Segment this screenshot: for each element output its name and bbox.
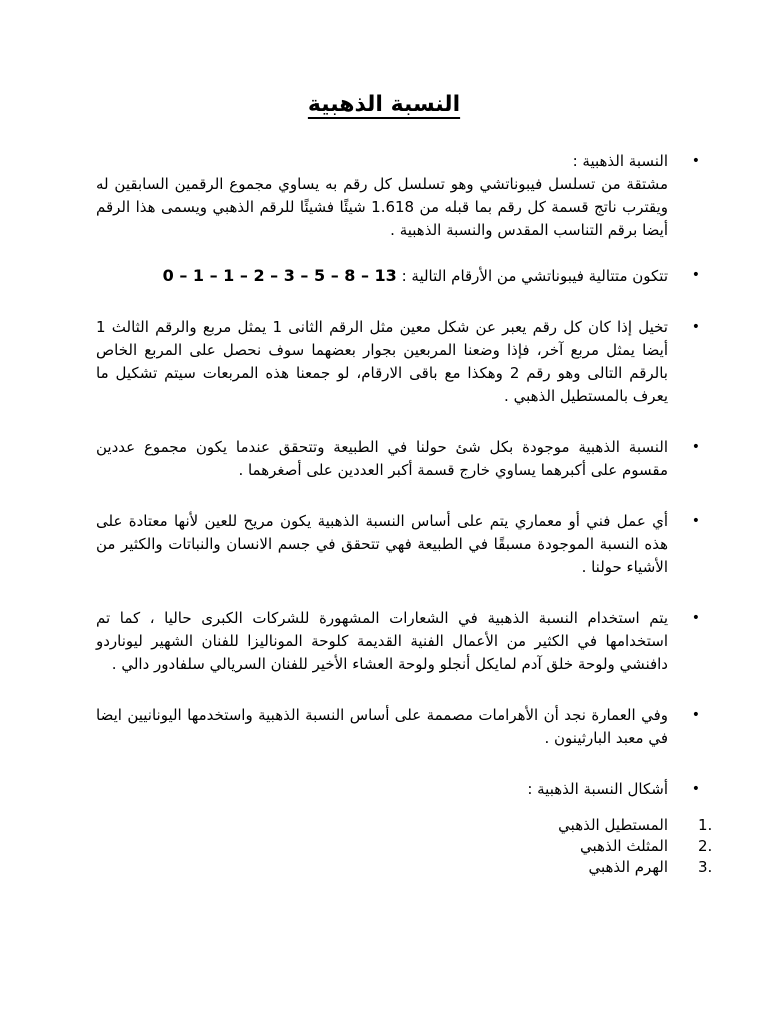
paragraph-architecture <box>96 704 700 750</box>
list-item <box>96 857 713 878</box>
paragraph-text: أي عمل فني أو معماري يتم على أساس النسبة الذهبية يكون مريح للعين لأنها معتادة على هذه النسبة الموجودة مسبقًا في الطبيعة فهي تتحقق في جسم الانسان والنباتات والكثير من الأشياء حولنا . <box>96 512 668 576</box>
paragraph-text: مشتقة من تسلسل فيبوناتشي وهو تسلسل كل رقم به يساوي مجموع الرقمين السابقين له ويقترب ناتج قسمة كل رقم بما قبله من 1.618 شيئًا فشيئًا للرقم الذهبي ويسمى هذا الرقم أيضا برقم التناسب المقدس والنسبة الذهبية . <box>96 175 668 239</box>
list-item-number: 1. <box>698 816 713 834</box>
list-item-number: 3. <box>698 858 713 876</box>
list-item <box>96 815 713 836</box>
paragraph-heading: النسبة الذهبية : <box>572 152 668 170</box>
paragraph-text: تخيل إذا كان كل رقم يعبر عن شكل معين مثل الرقم الثانى 1 يمثل مربع والرقم الثالث 1 أيضا يمثل مربع آخر، فإذا وضعنا المربعين بجوار بعضهما سوف نحصل على المربع الخاص بالرقم التالى وهو رقم 2 وهكذا مع باقى الارقام، لو جمعنا هذه المربعات سيتم تشكيل ما يعرف بالمستطيل الذهبي . <box>96 318 668 405</box>
paragraph-text: يتم استخدام النسبة الذهبية في الشعارات المشهورة للشركات الكبرى حاليا ، كما تم استخدامها في الكثير من الأعمال الفنية القديمة كلوحة الموناليزا للفنان الشهير ليوناردو دافنشي ولوحة خلق آدم لمايكل أنجلو ولوحة العشاء الأخير للفنان السريالي سلفادور دالي . <box>96 609 668 673</box>
list-item-label: المثلث الذهبي <box>580 837 668 855</box>
list-item-label: المستطيل الذهبي <box>558 816 668 834</box>
paragraph-fibonacci <box>96 264 700 288</box>
bullet-icon: • <box>691 319 700 335</box>
list-item-label: الهرم الذهبي <box>588 858 668 876</box>
shapes-list <box>96 815 713 878</box>
document-body <box>96 150 713 878</box>
page-title-text: النسبة الذهبية <box>307 92 461 117</box>
paragraph-text: وفي العمارة نجد أن الأهرامات مصممة على أساس النسبة الذهبية واستخدمها اليونانيين ايضا في معبد البارثينون . <box>96 706 668 747</box>
bullet-icon: • <box>691 439 700 455</box>
paragraph-logos <box>96 607 700 676</box>
bullet-icon: • <box>691 267 700 283</box>
fibonacci-numbers: 0 – 1 – 1 – 2 – 3 – 5 – 8 – 13 <box>162 266 397 285</box>
paragraph-nature <box>96 436 700 482</box>
list-item-number: 2. <box>698 837 713 855</box>
list-item <box>96 836 713 857</box>
bullet-icon: • <box>691 707 700 723</box>
bullet-icon: • <box>691 610 700 626</box>
bullet-icon: • <box>691 781 700 797</box>
paragraph-art <box>96 510 700 579</box>
paragraph-shapes-heading <box>96 778 700 801</box>
page-title <box>0 92 768 117</box>
paragraph-squares <box>96 316 700 408</box>
bullet-icon: • <box>691 153 700 169</box>
paragraph-text: النسبة الذهبية موجودة بكل شئ حولنا في الطبيعة وتتحقق عندما يكون مجموع عددين مقسوم على أكبرهما يساوي خارج قسمة أكبر العددين على أصغرهما . <box>96 438 668 479</box>
paragraph-definition <box>96 150 700 242</box>
bullet-icon: • <box>691 513 700 529</box>
paragraph-text: تتكون متتالية فيبوناتشي من الأرقام التالية : <box>401 267 668 285</box>
paragraph-text: أشكال النسبة الذهبية : <box>527 780 668 798</box>
